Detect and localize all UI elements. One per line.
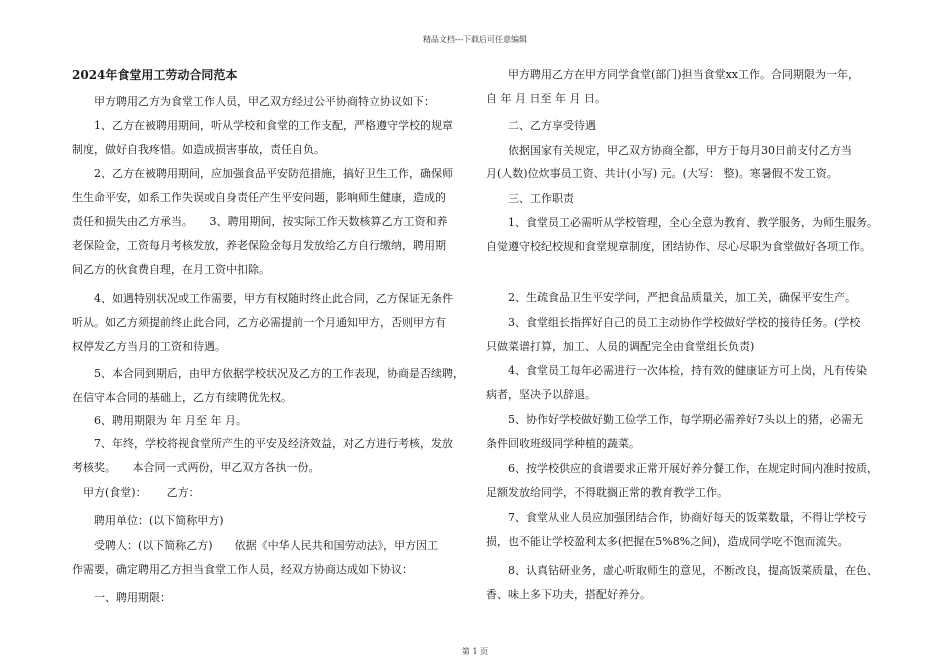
left-text-line: 受聘人：(以下简称乙方) 依据《中华人民共和国劳动法》，甲方因工 xyxy=(72,539,439,552)
right-text-line: 自 年 月 日至 年 月 日。 xyxy=(486,92,606,105)
right-text-line: 病者，坚决予以辞退。 xyxy=(486,388,596,401)
left-text-line: 权停发乙方当月的工资和待遇。 xyxy=(72,340,226,353)
left-text-line: 听从。如乙方须提前终止此合同，乙方必需提前一个月通知甲方，否则甲方有 xyxy=(72,316,446,329)
left-text-line: 2、乙方在被聘用期间，应加强食品平安防范措施，搞好卫生工作，确保师 xyxy=(72,167,453,180)
right-text-line: 6、按学校供应的食谱要求正常开展好养分餐工作，在规定时间内准时按质， xyxy=(486,462,878,475)
right-text-line: 二、乙方享受待遇 xyxy=(486,119,596,132)
right-text-line: 1、食堂员工必需听从学校管理，全心全意为教育、教学服务，为师生服务。 xyxy=(486,216,878,229)
left-text-line: 考核奖。 本合同一式两份，甲乙双方各执一份。 xyxy=(72,461,320,474)
right-text-line: 2、生疏食品卫生平安学问，严把食品质量关，加工关，确保平安生产。 xyxy=(486,291,856,304)
right-text-line: 依据国家有关规定，甲乙双方协商全都，甲方于每月30日前支付乙方当 xyxy=(486,144,852,157)
left-text-line: 甲方(食堂)： 乙方： xyxy=(72,486,200,499)
right-text-line: 三、工作职责 xyxy=(486,192,574,205)
left-text-line: 6、聘用期限为 年 月至 年 月。 xyxy=(72,414,247,427)
left-text-line: 聘用单位：(以下简称甲方) xyxy=(72,514,224,527)
page-header: 精品文档---下载后可任意编辑 xyxy=(422,35,528,44)
right-text-line: 足额发放给同学，不得耽搁正常的教育教学工作。 xyxy=(486,486,728,499)
left-text-line: 1、乙方在被聘用期间，听从学校和食堂的工作支配，严格遵守学校的规章 xyxy=(72,119,453,132)
left-text-line: 一、聘用期限： xyxy=(72,591,171,604)
left-text-line: 5、本合同到期后，由甲方依据学校状况及乙方的工作表现，协商是否续聘， xyxy=(72,367,464,380)
right-text-line: 条件回收班级同学种植的蔬菜。 xyxy=(486,437,640,450)
right-text-line: 香、味上多下功夫，搭配好养分。 xyxy=(486,588,651,601)
right-text-line: 4、食堂员工每年必需进行一次体检，持有效的健康证方可上岗，凡有传染 xyxy=(486,364,867,377)
left-text-line: 7、年终，学校将视食堂所产生的平安及经济效益，对乙方进行考核，发放 xyxy=(72,437,453,450)
left-text-line: 制度，做好自我疼惜。如造成损害事故，责任自负。 xyxy=(72,143,325,156)
right-text-line: 3、食堂组长指挥好自己的员工主动协作学校做好学校的接待任务。(学校 xyxy=(486,316,861,329)
left-text-line: 在信守本合同的基础上，乙方有续聘优先权。 xyxy=(72,391,292,404)
left-text-line: 4、如遇特别状况或工作需要，甲方有权随时终止此合同，乙方保证无条件 xyxy=(72,292,453,305)
right-text-line: 月(人数)位炊事员工资、共计(小写) 元。(大写： 整)。寒暑假不发工资。 xyxy=(486,167,838,180)
left-text-line: 生生命平安，如系工作失误或自身责任产生平安问题，影响师生健康，造成的 xyxy=(72,191,446,204)
right-text-line: 自觉遵守校纪校规和食堂规章制度，团结协作、尽心尽职为食堂做好各项工作。 xyxy=(486,240,871,253)
right-text-line: 8、认真钻研业务，虚心听取师生的意见，不断改良，提高饭菜质量，在色、 xyxy=(486,564,878,577)
left-text-line: 老保险金，工资每月考核发放，养老保险金每月发放给乙方自行缴纳，聘用期 xyxy=(72,239,446,252)
right-text-line: 损，也不能让学校盈利太多(把握在5%8%之间)，造成同学吃不饱而流失。 xyxy=(486,535,849,548)
left-text-line: 作需要，确定聘用乙方担当食堂工作人员，经双方协商达成如下协议： xyxy=(72,563,413,576)
right-text-line: 5、协作好学校做好勤工俭学工作，每学期必需养好7头以上的猪，必需无 xyxy=(486,413,863,426)
left-text-line: 间乙方的伙食费自理，在月工资中扣除。 xyxy=(72,263,270,276)
right-text-line: 甲方聘用乙方在甲方同学食堂(部门)担当食堂xx工作。合同期限为一年， xyxy=(486,68,859,81)
left-text-line: 甲方聘用乙方为食堂工作人员，甲乙双方经过公平协商特立协议如下： xyxy=(72,95,435,108)
right-text-line: 只做菜谱打算，加工、人员的调配完全由食堂组长负责) xyxy=(486,340,755,353)
right-text-line: 7、食堂从业人员应加强团结合作，协商好每天的饭菜数量，不得让学校亏 xyxy=(486,511,867,524)
page-footer: 第 1 页 xyxy=(461,647,489,656)
left-text-line: 2024年食堂用工劳动合同范本 xyxy=(72,68,238,82)
left-text-line: 责任和损失由乙方承当。 3、聘用期间，按实际工作天数核算乙方工资和养 xyxy=(72,215,448,228)
